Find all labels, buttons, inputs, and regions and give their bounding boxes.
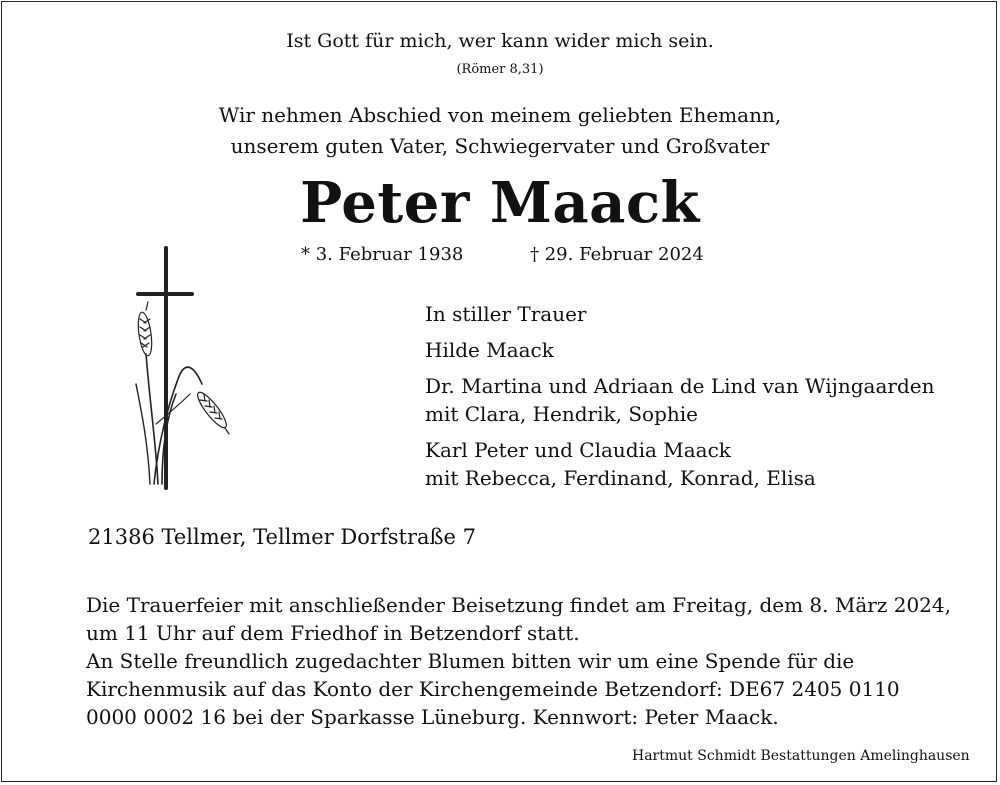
intro-line-1: Wir nehmen Abschied von meinem geliebten Ehemann, <box>218 103 782 127</box>
intro-text <box>0 100 1000 162</box>
funeral-notice <box>86 591 951 731</box>
mourner-family-line: Karl Peter und Claudia Maack <box>425 438 731 462</box>
mourner-family-children: mit Rebecca, Ferdinand, Konrad, Elisa <box>425 466 816 490</box>
intro-line-2: unserem guten Vater, Schwiegervater und Großvater <box>230 134 770 158</box>
mourners-heading: In stiller Trauer <box>425 302 587 326</box>
family-address: 21386 Tellmer, Tellmer Dorfstraße 7 <box>88 525 476 549</box>
mourner-family-children: mit Clara, Hendrik, Sophie <box>425 402 698 426</box>
mourner-family-line: Dr. Martina und Adriaan de Lind van Wijngaarden <box>425 374 935 398</box>
undertaker-credit: Hartmut Schmidt Bestattungen Amelinghausen <box>632 748 970 764</box>
mourner-family-line: Hilde Maack <box>425 338 554 362</box>
notice-line: Die Trauerfeier mit anschließender Beisetzung findet am Freitag, dem 8. März 2024, <box>86 593 951 617</box>
notice-line: um 11 Uhr auf dem Friedhof in Betzendorf statt. <box>86 621 580 645</box>
bible-verse: Ist Gott für mich, wer kann wider mich sein. <box>286 30 714 52</box>
mourners-block <box>425 300 934 492</box>
deceased-name: Peter Maack <box>300 170 700 236</box>
notice-line: 0000 0002 16 bei der Sparkasse Lüneburg. Kennwort: Peter Maack. <box>86 705 779 729</box>
death-date: † 29. Februar 2024 <box>530 244 704 265</box>
bible-verse-reference: (Römer 8,31) <box>456 62 544 77</box>
notice-line: Kirchenmusik auf das Konto der Kirchengemeinde Betzendorf: DE67 2405 0110 <box>86 677 900 701</box>
birth-date: * 3. Februar 1938 <box>301 244 464 265</box>
notice-line: An Stelle freundlich zugedachter Blumen bitten wir um eine Spende für die <box>86 649 855 673</box>
cross-with-wheat-icon <box>128 244 238 494</box>
